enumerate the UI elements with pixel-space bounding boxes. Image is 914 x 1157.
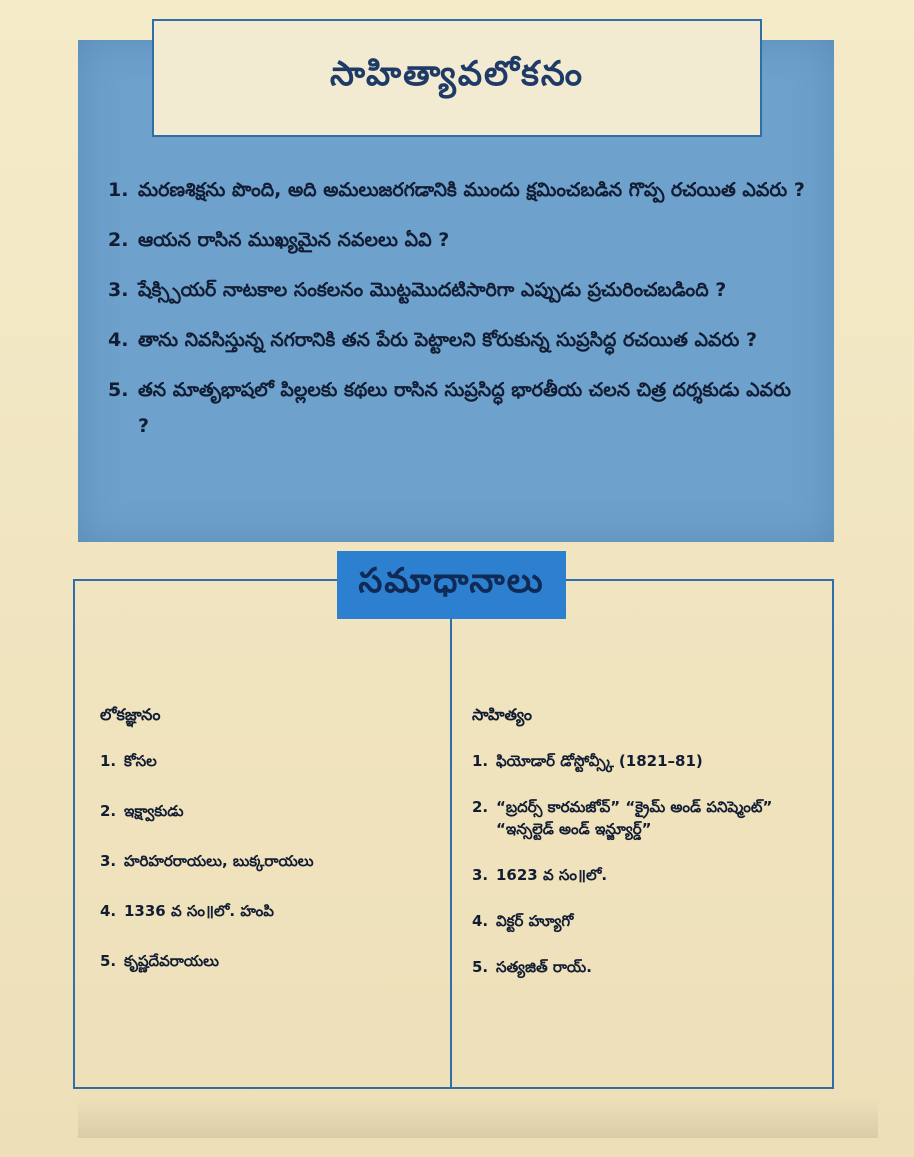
question-number: 5. (108, 379, 129, 401)
question-item (108, 372, 808, 444)
title-box (152, 19, 762, 137)
answer-item (472, 750, 822, 772)
answer-number: 2. (100, 802, 117, 820)
question-text: షేక్స్పియర్ నాటకాల సంకలనం మొట్టమొదటిసారిగా ఎప్పుడు ప్రచురించబడింది ? (138, 279, 727, 301)
question-number: 2. (108, 229, 129, 251)
answer-item (472, 796, 822, 840)
answer-text: 1336 వ సం॥లో. హంపి (124, 902, 274, 920)
question-text: తన మాతృభాషలో పిల్లలకు కథలు రాసిన సుప్రసిద్ధ భారతీయ చలన చిత్ర దర్శకుడు ఎవరు ? (138, 379, 791, 437)
answer-number: 1. (100, 752, 117, 770)
answer-item (472, 956, 822, 978)
answers-heading-box (337, 551, 566, 619)
answer-number: 4. (100, 902, 117, 920)
general-knowledge-column (100, 705, 440, 1000)
answer-text: “బ్రదర్స్ కారమజోవ్” “క్రైమ్ అండ్ పనిష్మెంట్” “ఇన్సల్టెడ్ అండ్ ఇన్జ్యూర్డ్” (496, 798, 773, 838)
question-text: తాను నివసిస్తున్న నగరానికి తన పేరు పెట్టాలని కోరుకున్న సుప్రసిద్ధ రచయిత ఎవరు ? (138, 329, 757, 351)
answer-text: ఇక్ష్వాకుడు (124, 802, 184, 820)
answer-item (100, 900, 440, 922)
answer-text: హరిహరరాయలు, బుక్కరాయలు (124, 852, 314, 870)
answer-number: 3. (100, 852, 117, 870)
answer-number: 1. (472, 752, 489, 770)
answer-item (472, 864, 822, 886)
answer-text: కోసల (124, 752, 157, 770)
question-item (108, 322, 808, 358)
general-knowledge-answers (100, 750, 440, 972)
answer-text: ఫియోడార్ డోస్టోవ్స్కీ (1821–81) (496, 752, 703, 770)
question-number: 4. (108, 329, 129, 351)
literature-column (472, 705, 822, 1002)
literature-heading: సాహిత్యం (472, 705, 532, 724)
question-item (108, 172, 808, 208)
answer-text: కృష్ణదేవరాయలు (124, 952, 219, 970)
answer-number: 4. (472, 912, 489, 930)
question-text: ఆయన రాసిన ముఖ్యమైన నవలలు ఏవి ? (138, 229, 450, 251)
question-item (108, 222, 808, 258)
general-knowledge-heading: లోకజ్ఞానం (100, 705, 161, 724)
answer-number: 2. (472, 798, 489, 816)
answer-item (100, 750, 440, 772)
answer-item (472, 910, 822, 932)
answer-item (100, 800, 440, 822)
answer-number: 5. (472, 958, 489, 976)
column-divider (450, 617, 452, 1089)
answer-item (100, 950, 440, 972)
question-list (108, 172, 808, 458)
page-title: సాహిత్యావలోకనం (329, 54, 585, 94)
question-number: 1. (108, 179, 129, 201)
answer-text: సత్యజిత్ రాయ్. (496, 958, 592, 976)
question-number: 3. (108, 279, 129, 301)
answer-number: 5. (100, 952, 117, 970)
answers-heading: సమాధానాలు (358, 561, 545, 601)
page-bottom-edge (78, 1098, 878, 1138)
literature-answers (472, 750, 822, 978)
answer-item (100, 850, 440, 872)
answer-text: విక్టర్ హ్యూగో (496, 912, 574, 930)
answer-text: 1623 వ సం॥లో. (496, 866, 608, 884)
question-item (108, 272, 808, 308)
answer-number: 3. (472, 866, 489, 884)
question-text: మరణశిక్షను పొంది, అది అమలుజరగడానికి ముందు క్షమించబడిన గొప్ప రచయిత ఎవరు ? (138, 179, 805, 201)
